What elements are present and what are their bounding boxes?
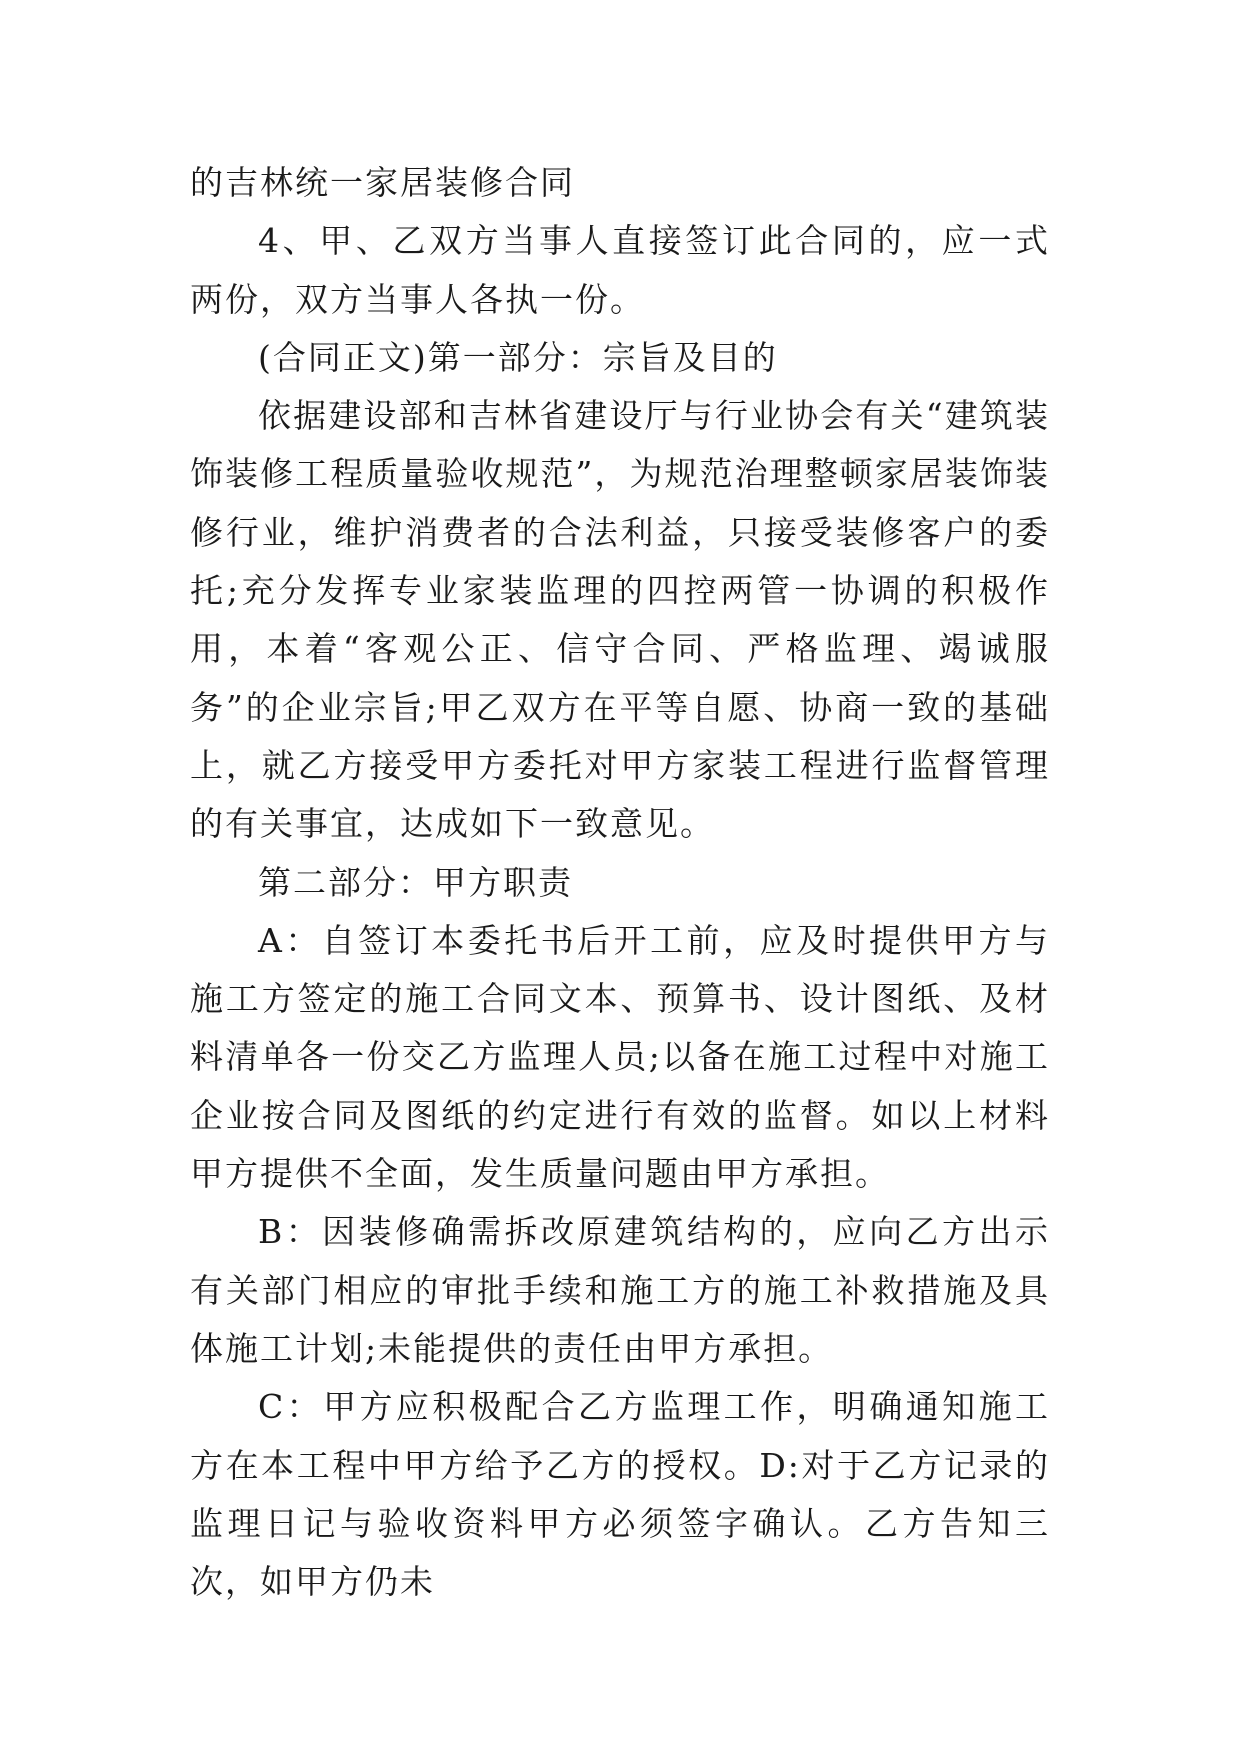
paragraph-clause-c: C：甲方应积极配合乙方监理工作，明确通知施工方在本工程中甲方给予乙方的授权。D:对于乙方记录的监理日记与验收资料甲方必须签字确认。乙方告知三次，如甲方仍未: [190, 1387, 1050, 1602]
section-heading-part-2: 第二部分：甲方职责: [258, 862, 573, 902]
paragraph-purpose: 依据建设部和吉林省建设厅与行业协会有关“建筑装饰装修工程质量验收规范”，为规范治理整顿家居装饰装修行业，维护消费者的合法利益，只接受装修客户的委托;充分发挥专业家装监理的四控两管一协调的积极作用，本着“客观公正、信守合同、严格监理、竭诚服务”的企业宗旨;甲乙双方在平等自愿、协商一致的基础上，就乙方接受甲方委托对甲方家装工程进行监督管理的有关事宜，达成如下一致意见。: [190, 396, 1050, 844]
document-body: [190, 154, 1050, 1611]
section-heading-part-1: (合同正文)第一部分：宗旨及目的: [258, 337, 778, 377]
paragraph-continuation: 的吉林统一家居装修合同: [190, 163, 575, 202]
paragraph-item-4: 4、甲、乙双方当事人直接签订此合同的，应一式两份，双方当事人各执一份。: [190, 221, 1050, 319]
paragraph-clause-a: A：自签订本委托书后开工前，应及时提供甲方与施工方签定的施工合同文本、预算书、设计图纸、及材料清单各一份交乙方监理人员;以备在施工过程中对施工企业按合同及图纸的约定进行有效的监督。如以上材料甲方提供不全面，发生质量问题由甲方承担。: [190, 920, 1050, 1194]
paragraph-clause-b: B：因装修确需拆改原建筑结构的，应向乙方出示有关部门相应的审批手续和施工方的施工补救措施及具体施工计划;未能提供的责任由甲方承担。: [190, 1212, 1050, 1368]
